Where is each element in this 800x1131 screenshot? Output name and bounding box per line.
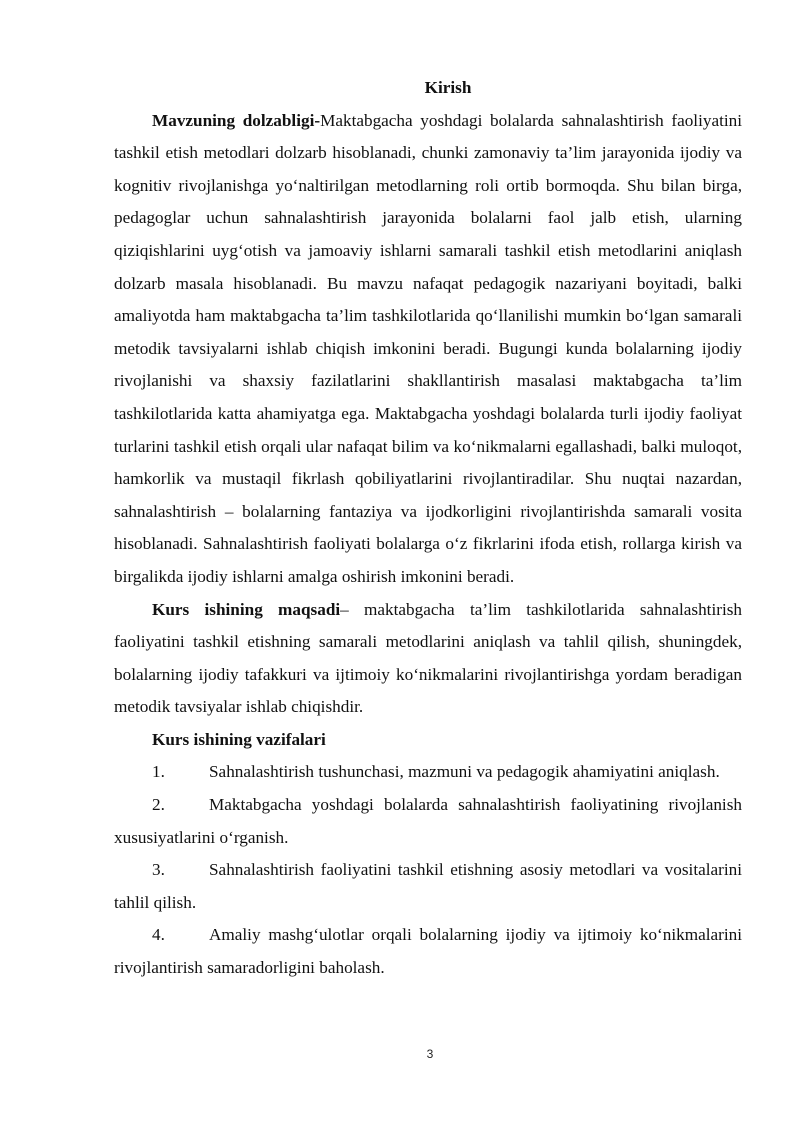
task-text: Amaliy mashg‘ulotlar orqali bolalarning ijodiy va ijtimoiy ko‘nikmalarini rivojlantirish samaradorligini baholash. <box>114 925 742 978</box>
task-item <box>114 919 742 984</box>
task-number: 1. <box>152 762 165 782</box>
task-text: Sahnalashtirish faoliyatini tashkil etishning asosiy metodlari va vositalarini tahlil qilish. <box>114 860 742 912</box>
task-item <box>114 854 742 919</box>
task-text: Maktabgacha yoshdagi bolalarda sahnalashtirish faoliyatining rivojlanish xususiyatlarini o‘rganish. <box>114 795 742 847</box>
page-number: 3 <box>426 1047 434 1061</box>
task-number: 4. <box>152 925 165 945</box>
goal-paragraph <box>114 594 742 724</box>
goal-text: – maktabgacha ta’lim tashkilotlarida sahnalashtirish faoliyatini tashkil etishning samarali metodlarini aniqlash va tahlil qilish, shuningdek, bolalarning ijodiy tafakkuri va ijtimoiy ko‘nikmalarini rivojlantirishga yordam beradigan metodik tavsiyalar ishlab chiqishdir. <box>114 599 742 717</box>
task-item <box>114 756 742 789</box>
task-text: Sahnalashtirish tushunchasi, mazmuni va pedagogik ahamiyatini aniqlash. <box>209 762 720 782</box>
task-number: 2. <box>152 795 165 815</box>
tasks-heading: Kurs ishining vazifalari <box>152 729 326 749</box>
relevance-paragraph <box>114 105 742 594</box>
task-number: 3. <box>152 860 165 880</box>
page-title: Kirish <box>424 78 472 97</box>
task-item <box>114 789 742 854</box>
relevance-heading: Mavzuning dolzabligi- <box>152 110 321 130</box>
document-page <box>114 72 742 985</box>
goal-heading: Kurs ishining maqsadi <box>152 599 341 619</box>
relevance-text: Maktabgacha yoshdagi bolalarda sahnalashtirish faoliyatini tashkil etish metodlari dolzarb hisoblanadi, chunki zamonaviy ta’lim jarayonida ijodiy va kognitiv rivojlanishga yo‘naltirilgan metodlarning roli ortib bormoqda. Shu bilan birga, pedagoglar uchun sahnalashtirish jarayonida bolalarni faol jalb etish, ularning qiziqishlarini uyg‘otish va jamoaviy ishlarni samarali tashkil etish metodlarini aniqlash dolzarb masala hisoblanadi. Bu mavzu nafaqat pedagogik nazariyani boyitadi, balki amaliyotda ham maktabgacha ta’lim tashkilotlarida qo‘llanilishi mumkin bo‘lgan samarali metodik tavsiyalarni ishlab chiqish imkonini beradi. Bugungi kunda bolalarning ijodiy rivojlanishi va shaxsiy fazilatlarini shakllantirish masalasi maktabgacha ta’lim tashkilotlarida katta ahamiyatga ega. Maktabgacha yoshdagi bolalarda turli ijodiy faoliyat turlarini tashkil etish orqali ular nafaqat bilim va ko‘nikmalarni egallashadi, balki muloqot, hamkorlik va mustaqil fikrlash qobiliyatlarini rivojlantiradilar. Shu nuqtai nazardan, sahnalashtirish – bolalarning fantaziya va ijodkorligini rivojlantirishda samarali vosita hisoblanadi. Sahnalashtirish faoliyati bolalarga o‘z fikrlarini ifoda etish, rollarga kirish va birgalikda ijodiy ishlarni amalga oshirish imkonini beradi. <box>114 110 742 586</box>
